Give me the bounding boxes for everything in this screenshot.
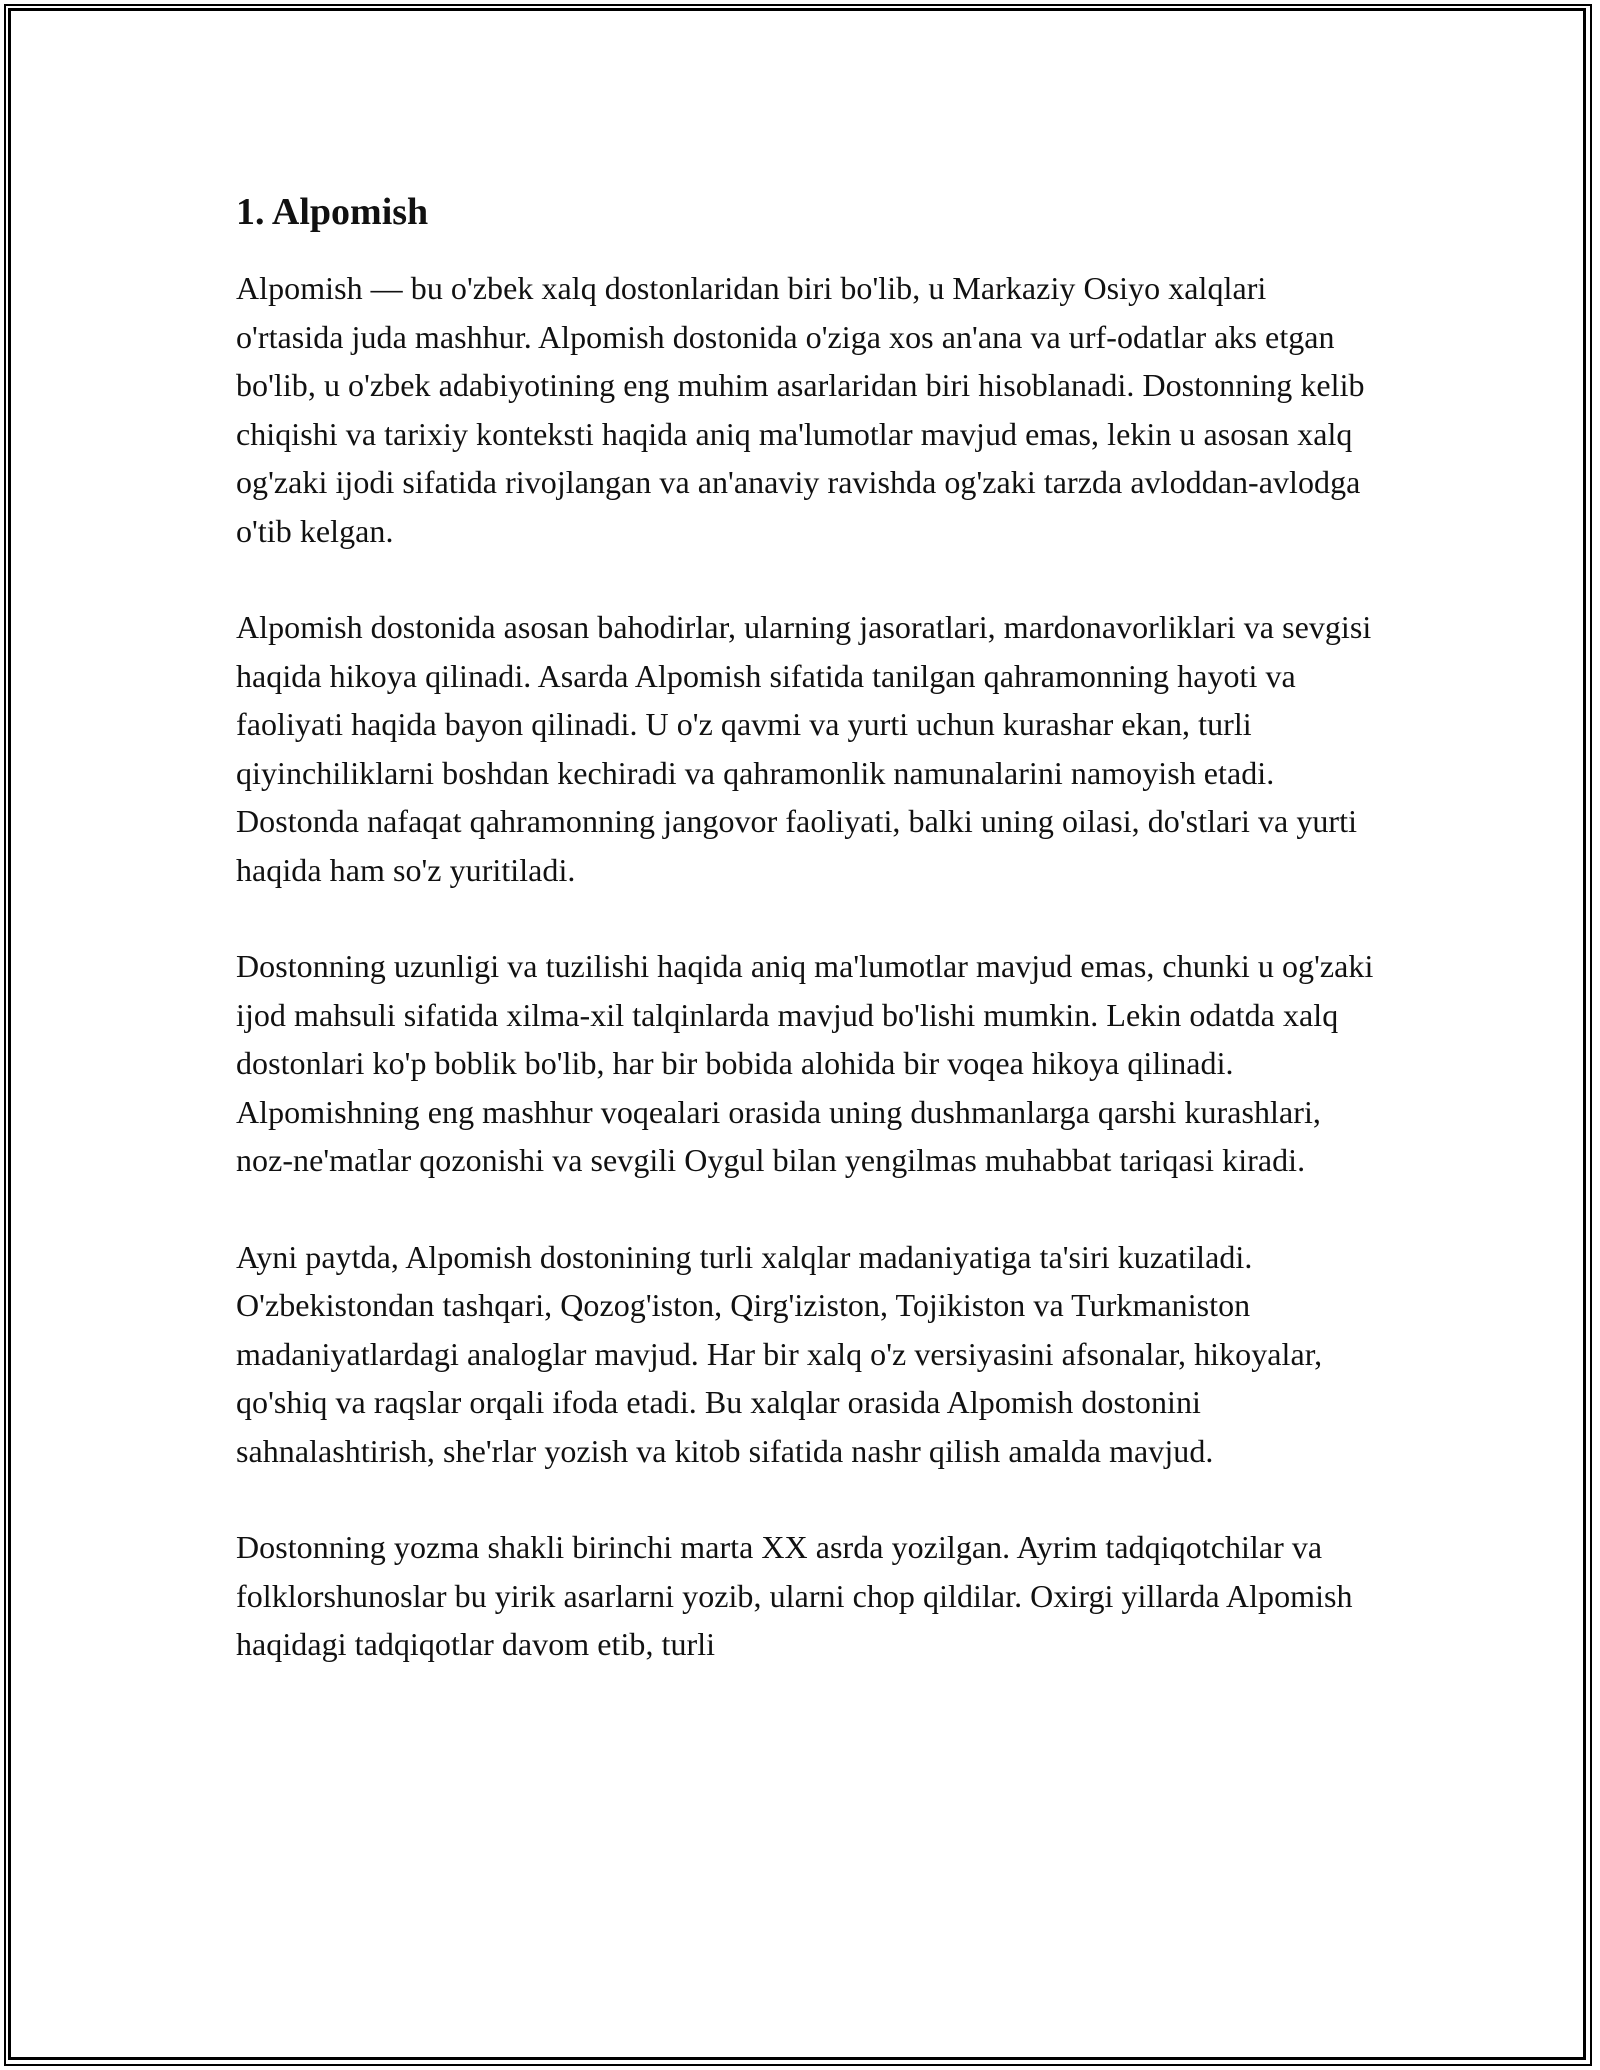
paragraph-3: Dostonning uzunligi va tuzilishi haqida aniq ma'lumotlar mavjud emas, chunki u og'zaki ijod mahsuli sifatida xilma-xil talqinlarda mavjud bo'lishi mumkin. Lekin odatda xalq dostonlari ko'p boblik bo'lib, har bir bobida alohida bir voqea hikoya qilinadi. Alpomishning eng mashhur voqealari orasida uning dushmanlarga qarshi kurashlari, noz-ne'matlar qozonishi va sevgili Oygul bilan yengilmas muhabbat tariqasi kiradi. xyxy=(236,948,1374,1178)
section-heading: 1. Alpomish xyxy=(236,191,429,233)
paragraph-4: Ayni paytda, Alpomish dostonining turli xalqlar madaniyatiga ta'siri kuzatiladi. O'zbekistondan tashqari, Qozog'iston, Qirg'iziston, Tojikiston va Turkmaniston madaniyatlardagi analoglar mavjud. Har bir xalq o'z versiyasini afsonalar, hikoyalar, qo'shiq va raqslar orqali ifoda etadi. Bu xalqlar orasida Alpomish dostonini sahnalashtirish, she'rlar yozish va kitob sifatida nashr qilish amalda mavjud. xyxy=(236,1238,1323,1469)
document-body xyxy=(236,186,1376,1669)
paragraph-1: Alpomish — bu o'zbek xalq dostonlaridan biri bo'lib, u Markaziy Osiyo xalqlari o'rtasida juda mashhur. Alpomish dostonida o'ziga xos an'ana va urf-odatlar aks etgan bo'lib, u o'zbek adabiyotining eng muhim asarlaridan biri hisoblanadi. Dostonning kelib chiqishi va tarixiy konteksti haqida aniq ma'lumotlar mavjud emas, lekin u asosan xalq og'zaki ijodi sifatida rivojlangan va an'anaviy ravishda og'zaki tarzda avloddan-avlodga o'tib kelgan. xyxy=(236,270,1365,549)
paragraph-5: Dostonning yozma shakli birinchi marta XX asrda yozilgan. Ayrim tadqiqotchilar va folklorshunoslar bu yirik asarlarni yozib, ularni chop qildilar. Oxirgi yillarda Alpomish haqidagi tadqiqotlar davom etib, turli xyxy=(236,1529,1353,1662)
paragraph-2: Alpomish dostonida asosan bahodirlar, ularning jasoratlari, mardonavorliklari va sevgisi haqida hikoya qilinadi. Asarda Alpomish sifatida tanilgan qahramonning hayoti va faoliyati haqida bayon qilinadi. U o'z qavmi va yurti uchun kurashar ekan, turli qiyinchiliklarni boshdan kechiradi va qahramonlik namunalarini namoyish etadi. Dostonda nafaqat qahramonning jangovor faoliyati, balki uning oilasi, do'stlari va yurti haqida ham so'z yuritiladi. xyxy=(236,609,1372,888)
